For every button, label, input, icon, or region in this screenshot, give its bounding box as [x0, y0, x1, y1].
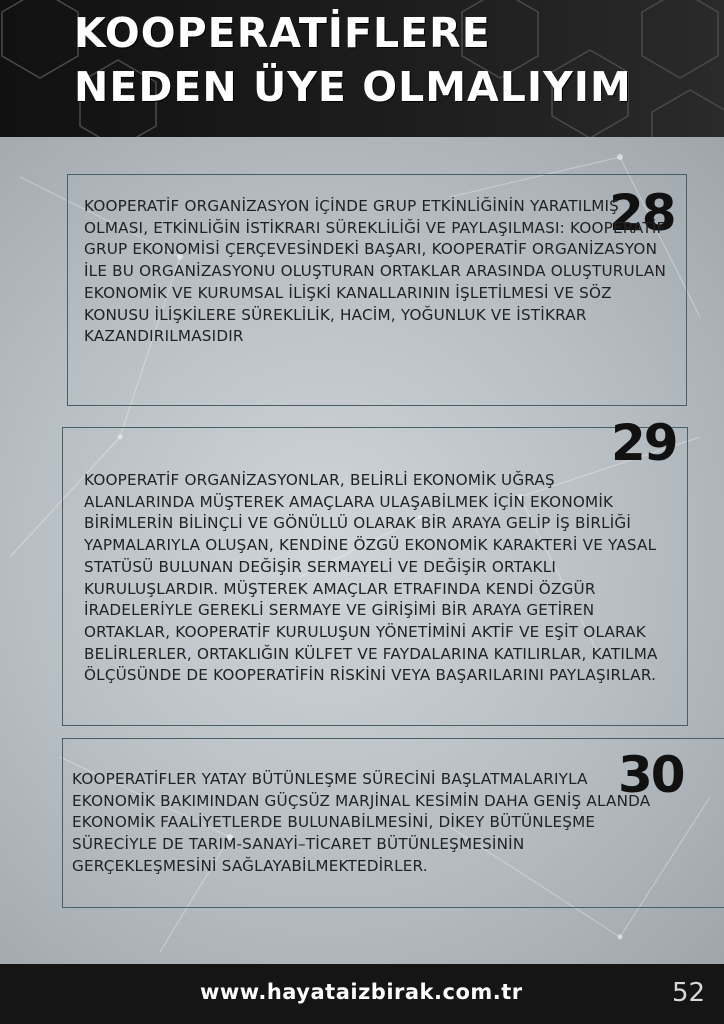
- footer-bar: [0, 964, 724, 1024]
- section-30-number: 30: [618, 746, 684, 804]
- title-line-1: KOOPERATİFLERE: [74, 9, 491, 57]
- page-number: 52: [672, 978, 706, 1008]
- section-28-text: KOOPERATİF ORGANİZASYON İÇİNDE GRUP ETKİNLİĞİNİN YARATILMIŞ OLMASI, ETKİNLİĞİN İSTİKRARI SÜREKLİLİĞİ VE PAYLAŞILMASI: KOOPERATİF GRUP EKONOMİSİ ÇERÇEVESİNDEKİ BAŞARI, KOOPERATİF ORGANİZASYON İLE BU ORGANİZASYONU OLUŞTURAN ORTAKLAR ARASINDA OLUŞTURULAN EKONOMİK VE KURUMSAL İLİŞKİ KANALLARININ İŞLETİLMESİ VE SÖZ KONUSU İLİŞKİLERE SÜREKLİLİK, HACİM, YOĞUNLUK VE İSTİKRAR KAZANDIRILMASIDIR: [84, 197, 667, 346]
- section-30-text: KOOPERATİFLER YATAY BÜTÜNLEŞME SÜRECİNİ BAŞLATMALARIYLA EKONOMİK BAKIMINDAN GÜÇSÜZ MARJİNAL KESİMİN DAHA GENİŞ ALANDA EKONOMİK FAALİYETLERDE BULUNABİLMESİNİ, DİKEY BÜTÜNLEŞME SÜRECİYLE DE TARIM-SANAYİ–TİCARET BÜTÜNLEŞMESİNİN GERÇEKLEŞMESİNİ SAĞLAYABİLMEKTEDİRLER.: [72, 770, 651, 875]
- page-title: [74, 6, 632, 114]
- title-line-2: NEDEN ÜYE OLMALIYIM: [74, 63, 632, 111]
- section-29-text: KOOPERATİF ORGANİZASYONLAR, BELİRLİ EKONOMİK UĞRAŞ ALANLARINDA MÜŞTEREK AMAÇLARA ULAŞABİLMEK İÇİN EKONOMİK BİRİMLERİN BİLİNÇLİ VE GÖNÜLLÜ OLARAK BİR ARAYA GELİP İŞ BİRLİĞİ YAPMALARIYLA OLUŞAN, KENDİNE ÖZGÜ EKONOMİK KARAKTERİ VE YASAL STATÜSÜ BULUNAN DEĞİŞİR SERMAYELİ VE DEĞİŞİR ORTAKLI KURULUŞLARDIR. MÜŞTEREK AMAÇLAR ETRAFINDA KENDİ ÖZGÜR İRADELERİYLE GEREKLİ SERMAYE VE GİRİŞİMİ BİR ARAYA GETİREN ORTAKLAR, KOOPERATİF KURULUŞUN YÖNETİMİNİ AKTİF VE EŞİT OLARAK BELİRLERLER, ORTAKLIĞIN KÜLFET VE FAYDALARINA KATILIRLAR, KATILMA ÖLÇÜSÜNDE DE KOOPERATİFİN RİSKİNİ VEYA BAŞARILARINI PAYLAŞIRLAR.: [84, 471, 658, 685]
- section-28-number: 28: [609, 184, 675, 242]
- website-link[interactable]: www.hayataizbirak.com.tr: [200, 980, 523, 1004]
- header-banner: [0, 0, 724, 137]
- section-29-number: 29: [611, 414, 677, 472]
